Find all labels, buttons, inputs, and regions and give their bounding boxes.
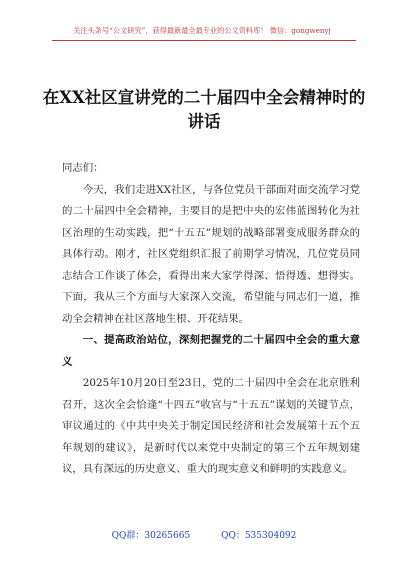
header-banner: 关注头条号“公文研究”，获得最新最全最专业的公文资料库！ 微信：gongwenyj: [73, 26, 331, 35]
section-paragraph: 2025年10月20日至23日，党的二十届四中全会在北京胜利召开，这次全会恰逢“十四五”收官与“十五五”谋划的关键节点，审议通过的《中共中央关于制定国民经济和社会发展第十五个五年规划的建议》，是新时代以来党中央制定的第三个五年规划建议，具有深远的历史意义、重大的现实意义和鲜明的实践意义。: [62, 377, 360, 475]
footer-contact: [0, 528, 408, 541]
opening-paragraph: 今天，我们走进XX社区，与各位党员干部面对面交流学习党的二十届四中全会精神，主要目的是把中央的宏伟蓝图转化为社区治理的生动实践，把“十五五”规划的战略部署变成服务群众的具体行动。刚才，社区党组织汇报了前期学习情况，几位党员同志结合工作谈了体会，看得出来大家学得深、悟得透、想得实。下面，我从三个方面与大家深入交流，希望能与同志们一道，推动全会精神在社区落地生根、开花结果。: [62, 183, 360, 325]
section-heading: 一、提高政治站位，深刻把握党的二十届四中全会的重大意义: [62, 334, 360, 368]
footer-qq: QQ：535304092: [221, 531, 297, 541]
header-divider: [52, 40, 356, 41]
footer-qq-group: QQ群：30265665: [111, 531, 191, 541]
document-body: [62, 158, 360, 481]
document-title: 在XX社区宣讲党的二十届四中全会精神时的讲话: [42, 88, 366, 131]
salutation: 同志们：: [62, 162, 104, 174]
